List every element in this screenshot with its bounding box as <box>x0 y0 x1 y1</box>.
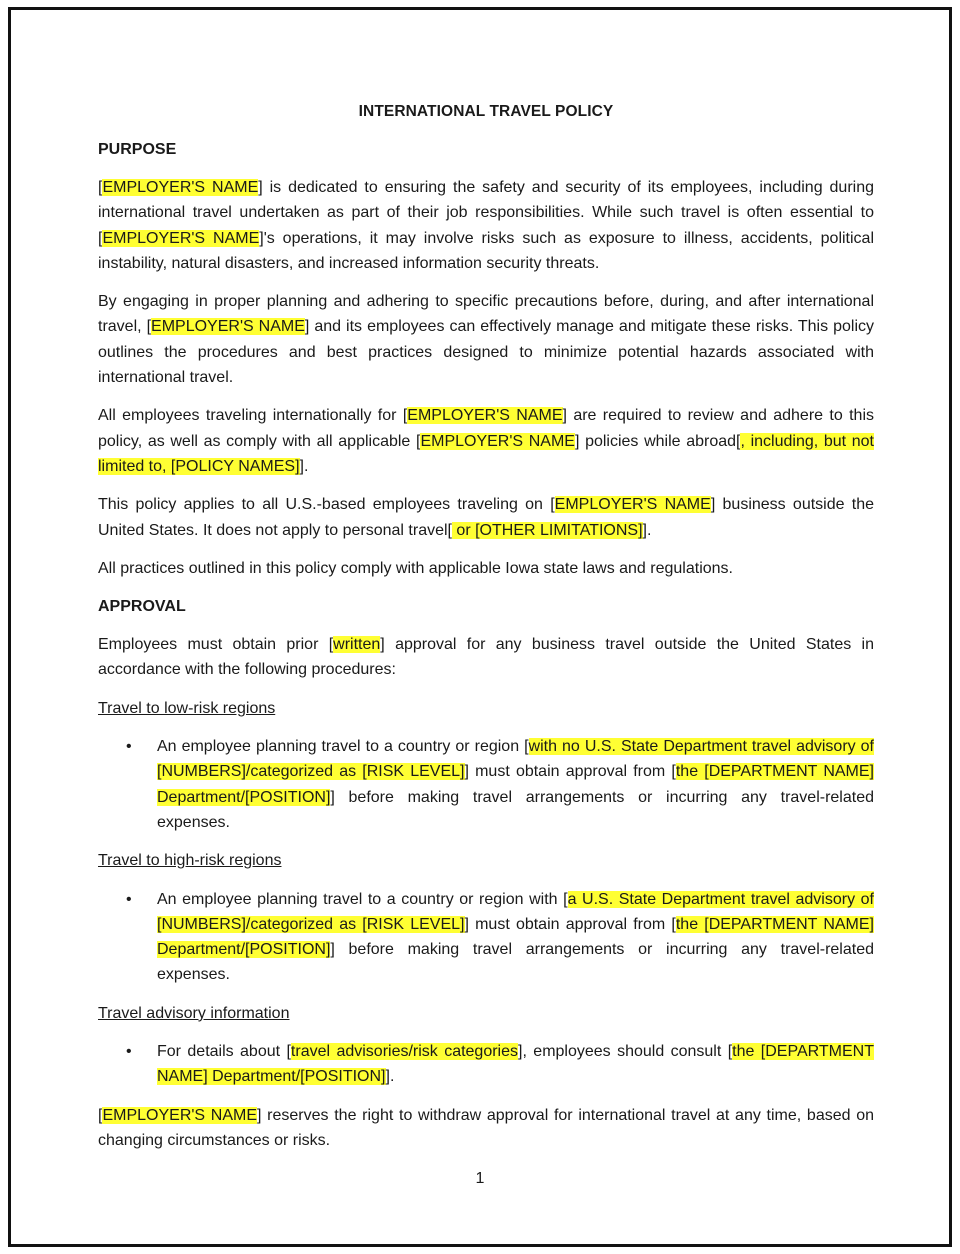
text-run: ] policies while abroad[ <box>574 432 741 450</box>
purpose-paragraph-5: All practices outlined in this policy comply with applicable Iowa state laws and regulations. <box>98 559 733 577</box>
text-run: By engaging in proper planning and adhering to specific precautions before, during, and after international travel, [ <box>98 293 874 336</box>
text-run: ] business outside the United States. It does not apply to personal travel[ <box>98 496 875 539</box>
placeholder-highlight: EMPLOYER'S NAME <box>554 496 711 514</box>
bullet-icon: • <box>126 890 132 908</box>
list-item <box>98 1039 874 1090</box>
placeholder-highlight: with no U.S. State Department travel advisory of [NUMBERS]/categorized as [RISK LEVEL] <box>157 738 875 781</box>
text-run: ] are required to review and adhere to this policy, as well as comply with all applicable [ <box>98 407 875 450</box>
text-run: ]. <box>299 457 309 475</box>
placeholder-highlight: written <box>333 636 381 654</box>
text-run: [ <box>98 1106 103 1124</box>
purpose-paragraph-2 <box>98 289 874 390</box>
placeholder-highlight: a U.S. State Department travel advisory of [NUMBERS]/categorized as [RISK LEVEL] <box>157 890 875 933</box>
text-run: ], employees should consult [ <box>518 1043 733 1061</box>
text-run: [ <box>98 179 103 196</box>
placeholder-highlight: the [DEPARTMENT NAME] Department/[POSITION] <box>157 763 874 806</box>
subheading-travel-advisory: Travel advisory information <box>98 1004 290 1022</box>
advisory-list <box>98 1039 874 1090</box>
bullet-icon: • <box>126 738 132 756</box>
text-run: For details about [ <box>157 1043 291 1061</box>
text-run: ] reserves the right to withdraw approval for international travel at any time, based on changing circumstances or risks. <box>98 1106 875 1149</box>
text-run: ] must obtain approval from [ <box>464 763 676 781</box>
document-page <box>8 7 952 1247</box>
text-run: ] before making travel arrangements or incurring any travel-related expenses. <box>157 788 874 831</box>
text-run: ] approval for any business travel outside the United States in accordance with the following procedures: <box>98 636 874 679</box>
placeholder-highlight: , including, but not limited to, [POLICY NAMES] <box>98 432 874 475</box>
text-run: ]. <box>385 1068 395 1086</box>
text-run: All employees traveling internationally for [ <box>98 407 408 425</box>
bullet-icon: • <box>126 1043 132 1061</box>
placeholder-highlight: the [DEPARTMENT NAME] Department/[POSITION] <box>157 915 874 959</box>
placeholder-highlight: EMPLOYER'S NAME <box>102 1106 258 1124</box>
subheading-high-risk: Travel to high-risk regions <box>98 852 282 870</box>
placeholder-highlight: EMPLOYER'S NAME <box>420 432 575 450</box>
document-title: INTERNATIONAL TRAVEL POLICY <box>358 103 614 120</box>
purpose-paragraph-1 <box>98 175 874 276</box>
text-run: Employees must obtain prior [ <box>98 636 334 654</box>
low-risk-list <box>98 734 874 835</box>
text-run: This policy applies to all U.S.-based employees traveling on [ <box>98 496 555 514</box>
text-run: ]. <box>642 521 652 539</box>
placeholder-highlight: the [DEPARTMENT NAME] Department/[POSITION] <box>157 1043 874 1086</box>
placeholder-highlight: EMPLOYER'S NAME <box>102 229 260 247</box>
approval-paragraph-1 <box>98 632 874 683</box>
placeholder-highlight: EMPLOYER'S NAME <box>151 318 305 336</box>
text-run: An employee planning travel to a country or region [ <box>157 738 529 756</box>
text-run: ] is dedicated to ensuring the safety and security of its employees, including during international travel undertaken as part of their job responsibilities. While such travel is often essential to [ <box>98 179 874 247</box>
text-run: ] and its employees can effectively manage and mitigate these risks. This policy outlines the procedures and best practices designed to minimize potential hazards associated with international travel. <box>98 318 875 387</box>
placeholder-highlight: or [OTHER LIMITATIONS] <box>451 521 643 539</box>
subheading-low-risk: Travel to low-risk regions <box>98 699 276 717</box>
placeholder-highlight: EMPLOYER'S NAME <box>102 179 259 196</box>
high-risk-list <box>98 887 874 988</box>
list-item <box>98 887 874 988</box>
section-heading-approval: APPROVAL <box>98 598 186 616</box>
text-run: ] must obtain approval from [ <box>464 915 676 933</box>
page-number: 1 <box>475 1170 485 1187</box>
document-body <box>98 99 874 1166</box>
purpose-paragraph-3 <box>98 403 874 479</box>
text-run: ] before making travel arrangements or incurring any travel-related expenses. <box>157 941 874 984</box>
placeholder-highlight: travel advisories/risk categories <box>290 1043 519 1061</box>
text-run: An employee planning travel to a country or region with [ <box>157 890 568 908</box>
approval-paragraph-2 <box>98 1103 874 1154</box>
purpose-paragraph-4 <box>98 492 874 543</box>
list-item <box>98 734 874 835</box>
placeholder-highlight: EMPLOYER'S NAME <box>407 407 563 425</box>
section-heading-purpose: PURPOSE <box>98 141 177 158</box>
text-run: ]'s operations, it may involve risks such as exposure to illness, accidents, political instability, natural disasters, and increased information security threats. <box>98 229 875 272</box>
